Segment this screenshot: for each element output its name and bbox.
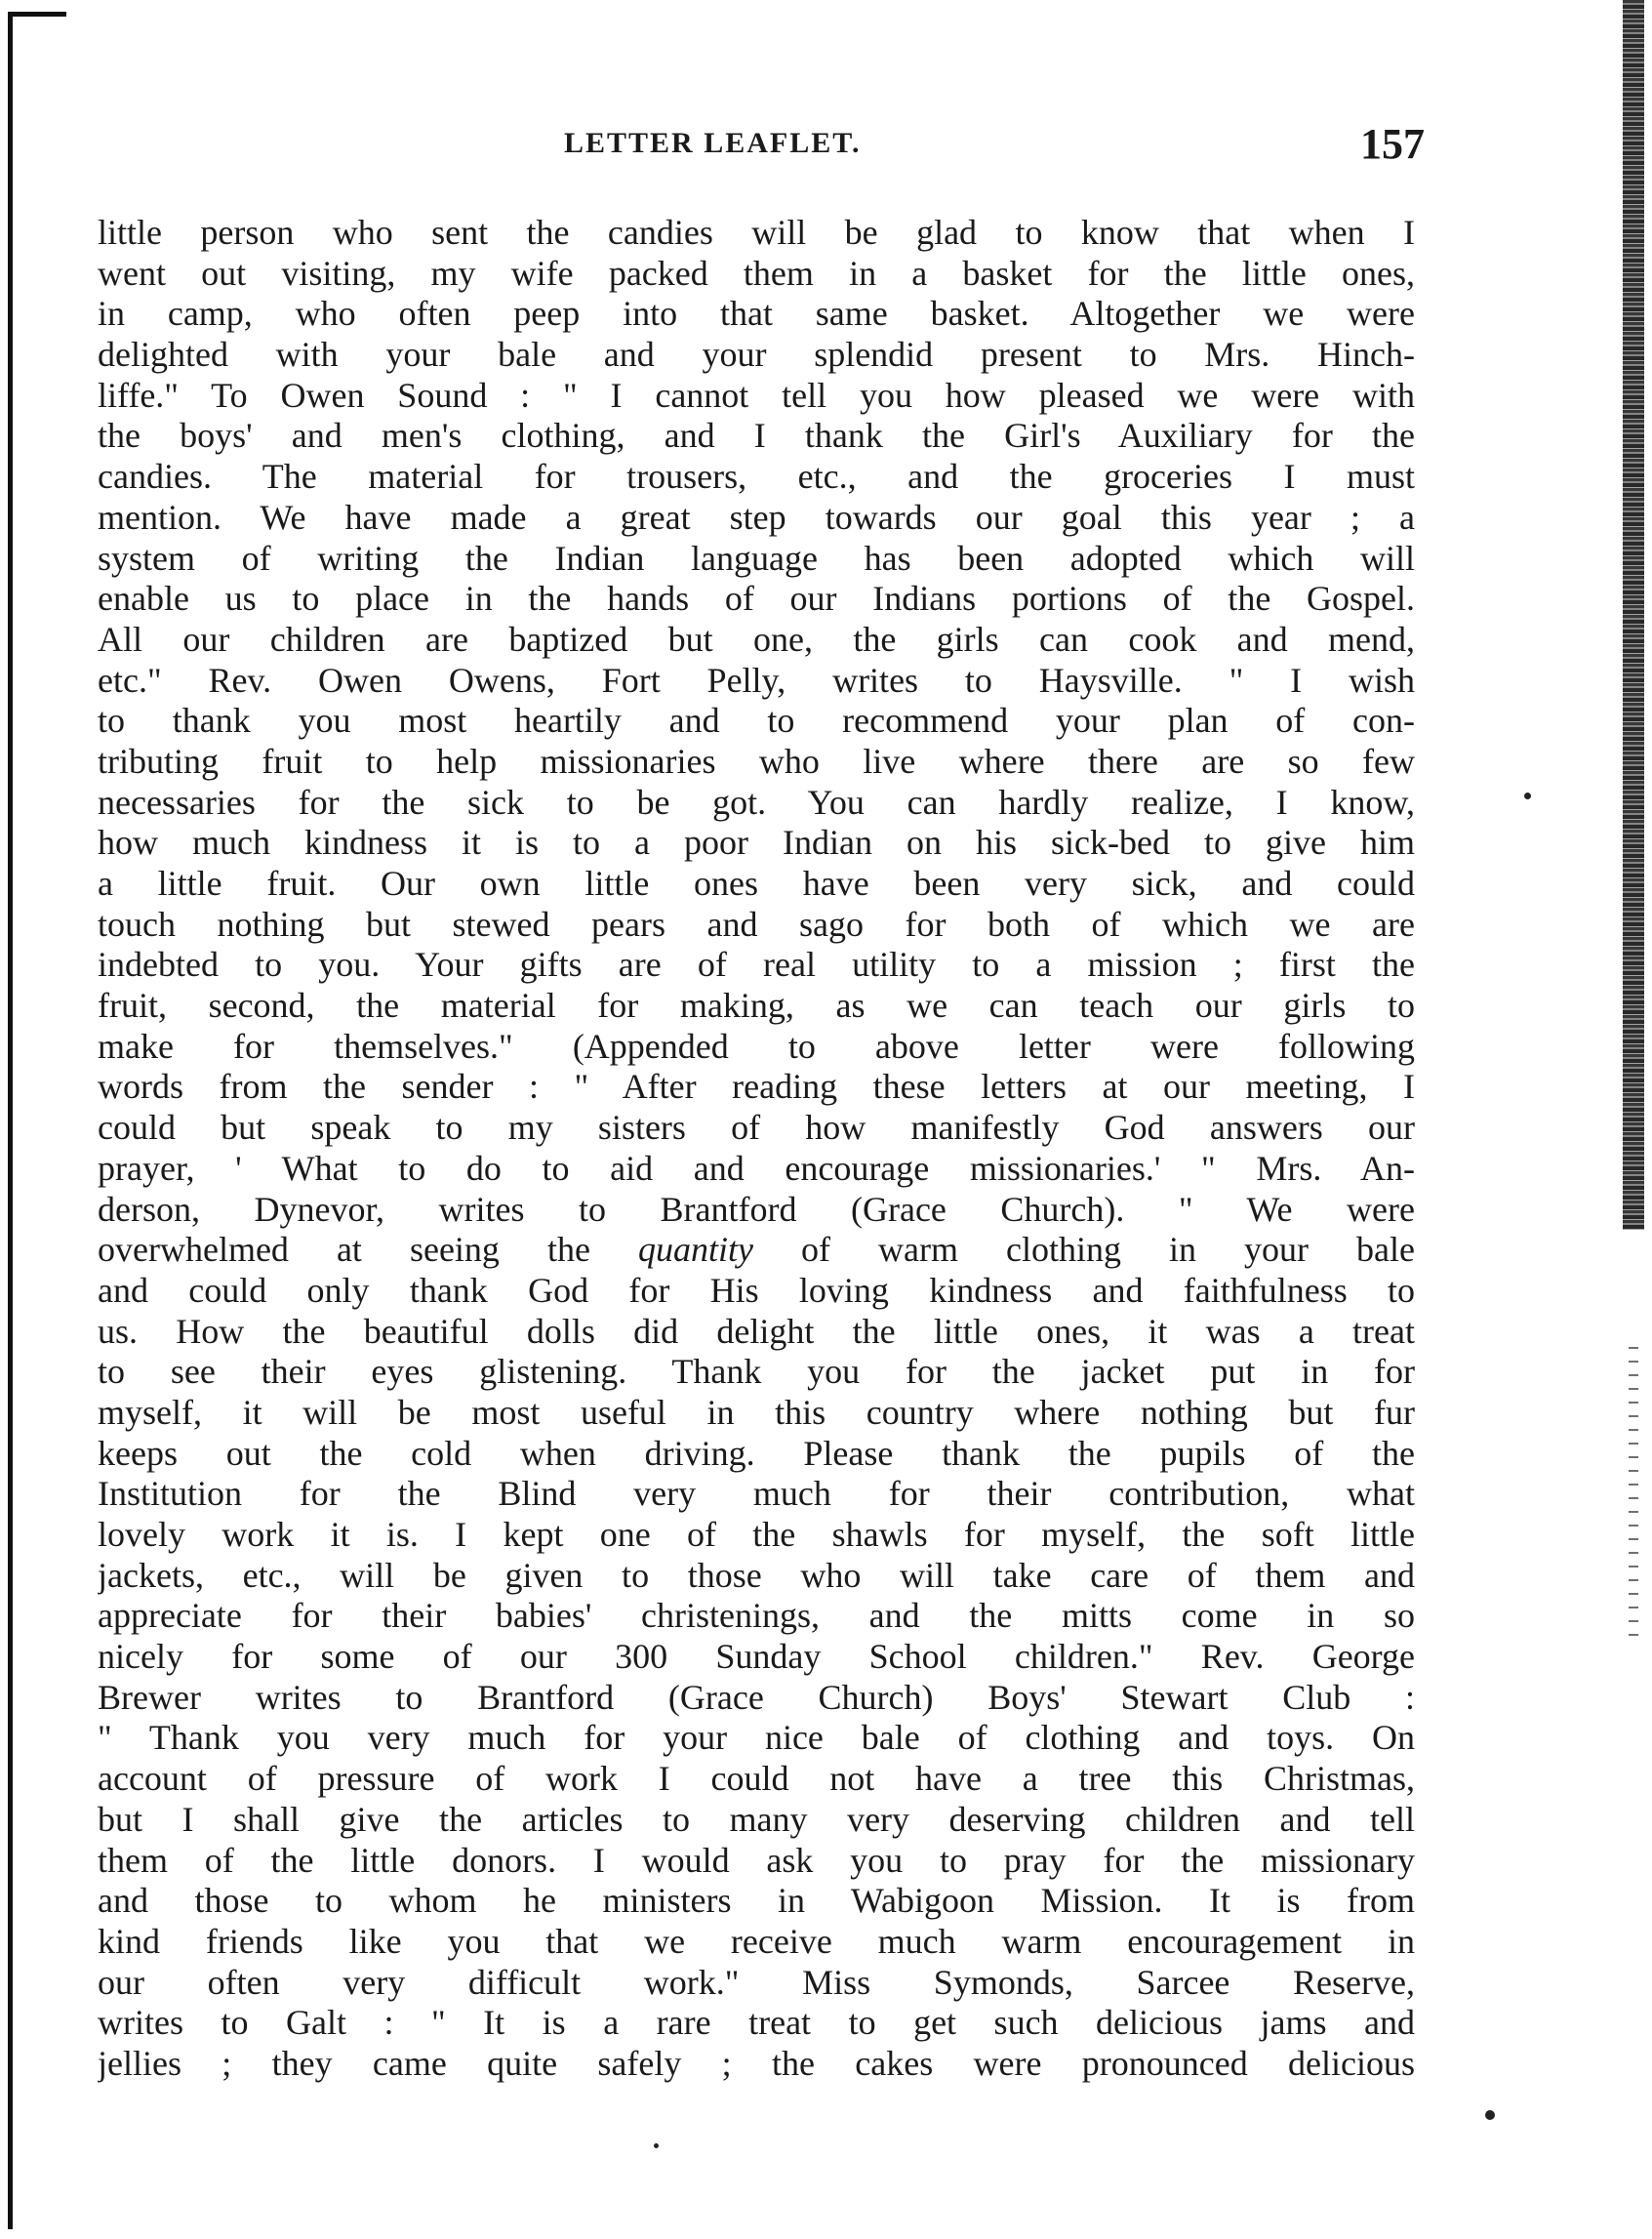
running-title: LETTER LEAFLET. — [564, 127, 862, 159]
text-line: prayer, ' What to do to aid and encourage missionaries.' " Mrs. An- — [98, 1148, 1415, 1188]
text-line: myself, it will be most useful in this country where nothing but fur — [98, 1392, 1415, 1432]
text-line: went out visiting, my wife packed them in a basket for the little ones, — [98, 253, 1415, 293]
text-line: the boys' and men's clothing, and I thank the Girl's Auxiliary for the — [98, 416, 1415, 456]
text-line: enable us to place in the hands of our Indians portions of the Gospel. — [98, 579, 1415, 619]
text-line: overwhelmed at seeing the quantity of warm clothing in your bale — [98, 1230, 1415, 1270]
text-line: mention. We have made a great step towards our goal this year ; a — [98, 497, 1415, 537]
text-line: delighted with your bale and your splendid present to Mrs. Hinch- — [98, 335, 1415, 375]
page-number: 157 — [1360, 120, 1425, 168]
text-line: to see their eyes glistening. Thank you for the jacket put in for — [98, 1352, 1415, 1392]
scan-speck — [654, 2143, 659, 2148]
text-line: account of pressure of work I could not have a tree this Christmas, — [98, 1759, 1415, 1799]
text-line: Brewer writes to Brantford (Grace Church) Boys' Stewart Club : — [98, 1677, 1415, 1717]
text-line: appreciate for their babies' christenings, and the mitts come in so — [98, 1596, 1415, 1636]
text-line: nicely for some of our 300 Sunday School children." Rev. George — [98, 1637, 1415, 1677]
page-border-top — [8, 12, 66, 17]
scan-speck — [1485, 2110, 1495, 2120]
text-line: a little fruit. Our own little ones have been very sick, and could — [98, 864, 1415, 903]
text-line: system of writing the Indian language has been adopted which will — [98, 538, 1415, 578]
text-line: and those to whom he ministers in Wabigoon Mission. It is from — [98, 1881, 1415, 1921]
text-line: indebted to you. Your gifts are of real utility to a mission ; first the — [98, 945, 1415, 985]
text-line: writes to Galt : " It is a rare treat to get such delicious jams and — [98, 2003, 1415, 2043]
text-line: lovely work it is. I kept one of the shawls for myself, the soft little — [98, 1515, 1415, 1554]
scan-speck — [1524, 793, 1531, 799]
page-header — [98, 120, 1425, 185]
text-line: etc." Rev. Owen Owens, Fort Pelly, writes to Haysville. " I wish — [98, 660, 1415, 700]
text-line: them of the little donors. I would ask you to pray for the missionary — [98, 1840, 1415, 1880]
text-line: All our children are baptized but one, the girls can cook and mend, — [98, 619, 1415, 659]
page-border-left — [8, 14, 13, 2229]
text-line: words from the sender : " After reading these letters at our meeting, I — [98, 1067, 1415, 1107]
text-line: necessaries for the sick to be got. You can hardly realize, I know, — [98, 782, 1415, 822]
text-line: keeps out the cold when driving. Please thank the pupils of the — [98, 1433, 1415, 1473]
text-line: candies. The material for trousers, etc., and the groceries I must — [98, 457, 1415, 497]
text-line: fruit, second, the material for making, as we can teach our girls to — [98, 986, 1415, 1026]
text-line: could but speak to my sisters of how manifestly God answers our — [98, 1108, 1415, 1148]
scan-edge-artifact — [1623, 0, 1644, 1230]
text-line: kind friends like you that we receive much warm encouragement in — [98, 1921, 1415, 1961]
text-line: little person who sent the candies will be glad to know that when I — [98, 213, 1415, 252]
text-line: our often very difficult work." Miss Symonds, Sarcee Reserve, — [98, 1962, 1415, 2002]
body-text — [98, 213, 1415, 2085]
text-line: tributing fruit to help missionaries who live where there are so few — [98, 741, 1415, 781]
text-line: Institution for the Blind very much for their contribution, what — [98, 1474, 1415, 1514]
text-line: us. How the beautiful dolls did delight the little ones, it was a treat — [98, 1311, 1415, 1351]
text-line: touch nothing but stewed pears and sago for both of which we are — [98, 904, 1415, 944]
text-line: in camp, who often peep into that same basket. Altogether we were — [98, 294, 1415, 334]
text-line: and could only thank God for His loving kindness and faithfulness to — [98, 1270, 1415, 1310]
emphasis-word: quantity — [637, 1230, 753, 1270]
scan-edge-artifact-lower — [1629, 1347, 1638, 1640]
text-line: to thank you most heartily and to recommend your plan of con- — [98, 701, 1415, 741]
text-line: " Thank you very much for your nice bale of clothing and toys. On — [98, 1718, 1415, 1758]
text-line: make for themselves." (Appended to above letter were following — [98, 1026, 1415, 1066]
text-line: jellies ; they came quite safely ; the cakes were pronounced delicious — [98, 2043, 1415, 2083]
text-line: but I shall give the articles to many very deserving children and tell — [98, 1799, 1415, 1839]
text-line: how much kindness it is to a poor Indian on his sick-bed to give him — [98, 823, 1415, 863]
text-line: liffe." To Owen Sound : " I cannot tell you how pleased we were with — [98, 375, 1415, 415]
text-line: derson, Dynevor, writes to Brantford (Grace Church). " We were — [98, 1189, 1415, 1229]
text-line: jackets, etc., will be given to those who will take care of them and — [98, 1555, 1415, 1595]
